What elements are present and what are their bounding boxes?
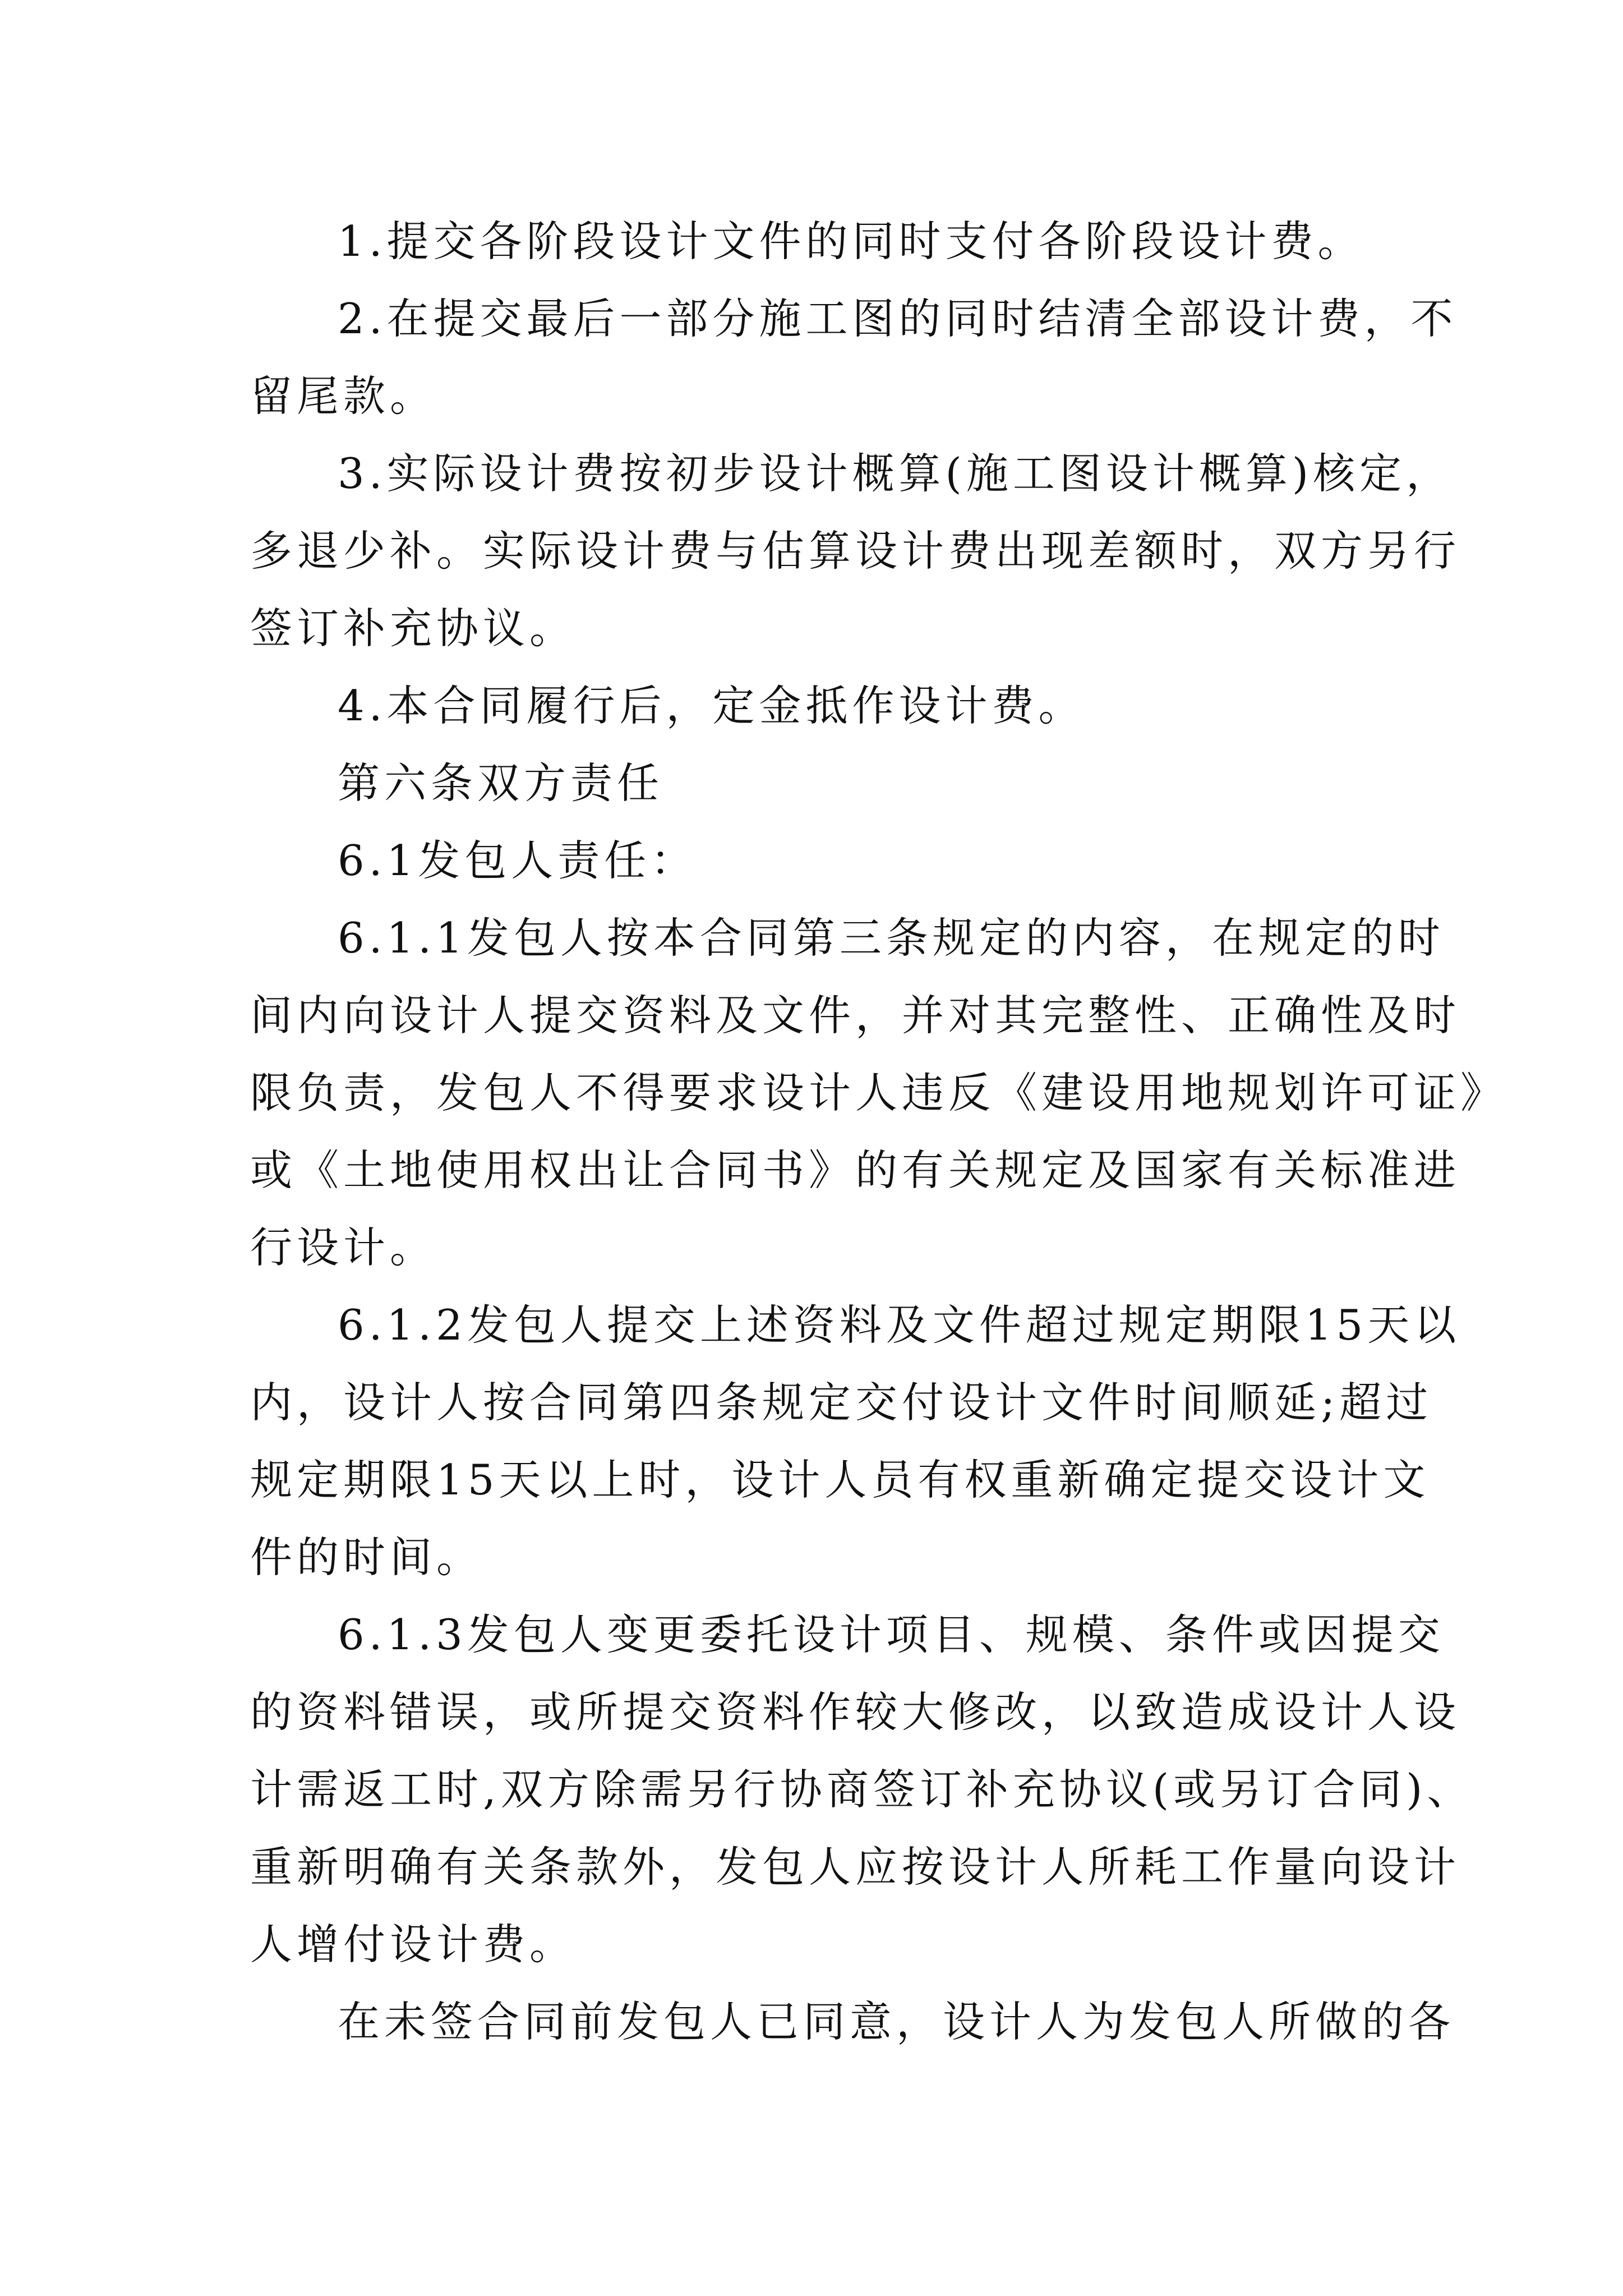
paragraph-line: 留尾款。 [250,371,437,421]
paragraph-line: 签订补充协议。 [250,604,577,653]
paragraph-line: 2.在提交最后一部分施工图的同时结清全部设计费，不 [338,294,1458,343]
paragraph-line: 在未签合同前发包人已同意，设计人为发包人所做的各 [338,1997,1455,2046]
paragraph-line: 的资料错误，或所提交资料作较大修改，以致造成设计人设 [250,1687,1461,1737]
paragraph-line: 行设计。 [250,1223,437,1272]
paragraph-line: 6.1.3发包人变更委托设计项目、规模、条件或因提交 [338,1610,1445,1659]
paragraph-line: 间内向设计人提交资料及文件，并对其完整性、正确性及时 [250,991,1461,1040]
paragraph-line: 规定期限15天以上时，设计人员有权重新确定提交设计文 [250,1455,1430,1504]
paragraph-line: 人增付设计费。 [250,1920,577,1969]
paragraph-line: 6.1.2发包人提交上述资料及文件超过规定期限15天以 [338,1300,1461,1350]
section-heading: 第六条双方责任 [338,758,664,808]
paragraph-line: 多退少补。实际设计费与估算设计费出现差额时，双方另行 [250,526,1461,576]
paragraph-line: 3.实际设计费按初步设计概算(施工图设计概算)核定， [338,449,1453,498]
paragraph-line: 内，设计人按合同第四条规定交付设计文件时间顺延;超过 [250,1378,1433,1427]
paragraph-line: 6.1.1发包人按本合同第三条规定的内容，在规定的时 [338,913,1445,963]
paragraph-line: 4.本合同履行后，定金抵作设计费。 [338,681,1085,730]
paragraph-line: 限负责，发包人不得要求设计人违反《建设用地规划许可证》 [250,1068,1507,1117]
paragraph-line: 或《土地使用权出让合同书》的有关规定及国家有关标准进 [250,1145,1461,1195]
paragraph-line: 重新明确有关条款外，发包人应按设计人所耗工作量向设计 [250,1842,1461,1892]
paragraph-line: 件的时间。 [250,1533,483,1582]
subsection-heading: 6.1发包人责任： [338,836,698,885]
paragraph-line: 计需返工时,双方除需另行协商签订补充协议(或另订合同)、 [250,1765,1474,1814]
paragraph-line: 1.提交各阶段设计文件的同时支付各阶段设计费。 [338,217,1364,266]
